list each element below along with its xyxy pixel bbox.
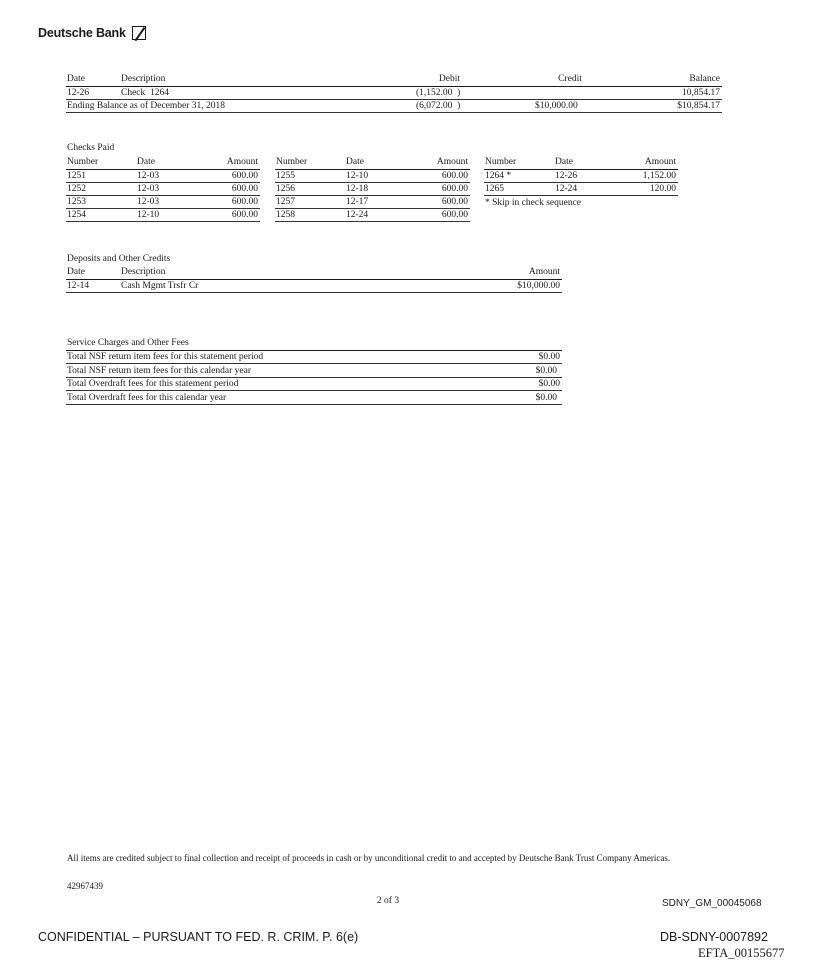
check-date: 12-18 xyxy=(346,184,369,194)
divider xyxy=(66,363,562,364)
ending-balance: $10,854.17 xyxy=(677,101,720,111)
divider xyxy=(66,112,722,113)
checks-col3-header-number: Number xyxy=(485,157,517,167)
header-balance: Balance xyxy=(689,74,720,84)
check-date: 12-24 xyxy=(555,184,578,194)
ending-credit: $10,000.00 xyxy=(535,101,578,111)
ending-debit: (6,072.00 ) xyxy=(416,101,461,111)
page-number: 2 of 3 xyxy=(376,896,400,906)
account-code: 42967439 xyxy=(67,881,103,891)
check-date: 12-17 xyxy=(346,197,369,207)
divider xyxy=(484,195,678,196)
check-date: 12-03 xyxy=(137,171,160,181)
fee-label: Total NSF return item fees for this calendar year xyxy=(67,366,251,376)
fee-label: Total Overdraft fees for this statement period xyxy=(67,379,239,389)
check-number: 1257 xyxy=(276,197,295,207)
check-date: 12-03 xyxy=(137,197,160,207)
divider xyxy=(66,221,260,222)
bates-gm: SDNY_GM_00045068 xyxy=(662,898,762,909)
ending-balance-label: Ending Balance as of December 31, 2018 xyxy=(67,101,226,111)
fee-amount: $0.00 xyxy=(538,379,560,389)
divider xyxy=(66,390,562,391)
check-number: 1264 * xyxy=(485,171,512,181)
bank-logo xyxy=(38,26,146,40)
divider xyxy=(66,404,562,405)
check-amount: 600.00 xyxy=(441,210,468,220)
checks-col2-header-number: Number xyxy=(276,157,308,167)
activity-row-description: Check 1264 xyxy=(121,88,170,98)
divider xyxy=(66,208,260,209)
divider xyxy=(275,221,470,222)
check-amount: 600.00 xyxy=(231,171,258,181)
header-description: Description xyxy=(121,74,166,84)
deposits-header-description: Description xyxy=(121,267,166,277)
fee-label: Total Overdraft fees for this calendar year xyxy=(67,393,227,403)
check-date: 12-26 xyxy=(555,171,578,181)
divider xyxy=(66,182,260,183)
check-amount: 600.00 xyxy=(441,184,468,194)
check-amount: 600.00 xyxy=(441,171,468,181)
check-date: 12-03 xyxy=(137,184,160,194)
check-amount: 600.00 xyxy=(441,197,468,207)
divider xyxy=(484,169,678,170)
check-number: 1251 xyxy=(67,171,86,181)
skip-note: * Skip in check sequence xyxy=(485,198,582,208)
divider xyxy=(275,182,470,183)
fee-amount: $0.00 xyxy=(535,393,557,403)
checks-col3-header-date: Date xyxy=(555,157,573,167)
check-number: 1255 xyxy=(276,171,295,181)
activity-row-date: 12-26 xyxy=(67,88,90,98)
header-credit: Credit xyxy=(558,74,582,84)
checks-title: Checks Paid xyxy=(67,143,115,153)
check-number: 1252 xyxy=(67,184,86,194)
divider xyxy=(66,377,562,378)
checks-col1-header-date: Date xyxy=(137,157,155,167)
checks-col1-header-number: Number xyxy=(67,157,99,167)
check-amount: 600.00 xyxy=(231,197,258,207)
deposits-header-date: Date xyxy=(67,267,85,277)
check-amount: 1,152.00 xyxy=(642,171,676,181)
divider xyxy=(275,208,470,209)
checks-col1-header-amount: Amount xyxy=(226,157,258,167)
deposit-amount: $10,000.00 xyxy=(517,281,560,291)
deutsche-bank-slash-icon xyxy=(132,26,146,40)
checks-col2-header-amount: Amount xyxy=(436,157,468,167)
divider xyxy=(484,182,678,183)
divider xyxy=(275,195,470,196)
check-number: 1265 xyxy=(485,184,504,194)
divider xyxy=(66,99,722,100)
divider xyxy=(66,350,562,351)
check-date: 12-10 xyxy=(346,171,369,181)
deposits-title: Deposits and Other Credits xyxy=(67,254,171,264)
divider xyxy=(275,169,470,170)
checks-col3-header-amount: Amount xyxy=(644,157,676,167)
activity-row-debit: (1,152.00 ) xyxy=(416,88,461,98)
check-number: 1258 xyxy=(276,210,295,220)
divider xyxy=(66,169,260,170)
check-date: 12-24 xyxy=(346,210,369,220)
bates-db: DB-SDNY-0007892 xyxy=(660,930,768,944)
efta-number: EFTA_00155677 xyxy=(698,946,785,960)
divider xyxy=(66,195,260,196)
check-date: 12-10 xyxy=(137,210,160,220)
header-debit: Debit xyxy=(438,74,460,84)
fee-amount: $0.00 xyxy=(535,366,557,376)
fee-amount: $0.00 xyxy=(538,352,560,362)
disclaimer: All items are credited subject to final collection and receipt of proceeds in cash or by unconditional credit to and accepted by Deutsche Bank Trust Company Americas. xyxy=(67,853,671,863)
divider xyxy=(66,279,562,280)
fee-label: Total NSF return item fees for this statement period xyxy=(67,352,264,362)
deposits-header-amount: Amount xyxy=(528,267,560,277)
header-date: Date xyxy=(67,74,85,84)
check-number: 1254 xyxy=(67,210,86,220)
checks-col2-header-date: Date xyxy=(346,157,364,167)
deposit-date: 12-14 xyxy=(67,281,90,291)
check-amount: 600.00 xyxy=(231,210,258,220)
divider xyxy=(66,292,562,293)
check-number: 1253 xyxy=(67,197,86,207)
divider xyxy=(66,86,722,87)
fees-title: Service Charges and Other Fees xyxy=(67,338,189,348)
activity-row-balance: 10,854.17 xyxy=(682,88,720,98)
check-amount: 600.00 xyxy=(231,184,258,194)
check-amount: 120.00 xyxy=(649,184,676,194)
deposit-description: Cash Mgmt Trsfr Cr xyxy=(121,281,199,291)
bank-name: Deutsche Bank xyxy=(38,26,126,40)
check-number: 1256 xyxy=(276,184,295,194)
confidential-notice: CONFIDENTIAL – PURSUANT TO FED. R. CRIM. P. 6(e) xyxy=(38,930,359,944)
